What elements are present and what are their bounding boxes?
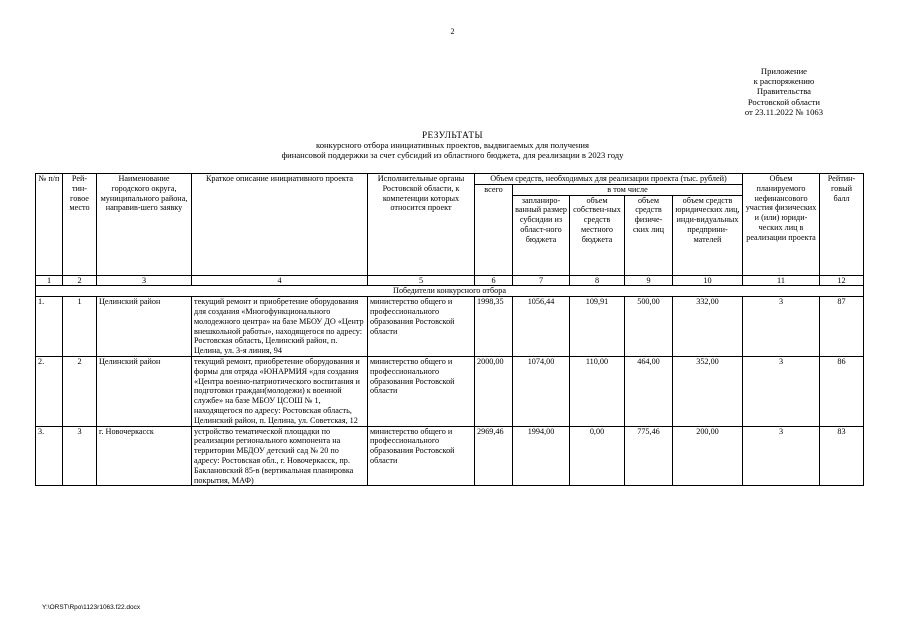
row-legal: 352,00 bbox=[673, 356, 743, 426]
row-place: 2 bbox=[63, 356, 97, 426]
row-executive: министерство общего и профессионального образования Ростовской области bbox=[368, 356, 475, 426]
row-executive: министерство общего и профессионального образования Ростовской области bbox=[368, 426, 475, 486]
row-local: 110,00 bbox=[570, 356, 625, 426]
header-executives: Исполнительные органы Ростовской области, к компетенции которых относится проект bbox=[368, 174, 475, 276]
page-number: 2 bbox=[450, 27, 455, 36]
row-regional: 1056,44 bbox=[513, 297, 570, 357]
row-regional: 1994,00 bbox=[513, 426, 570, 486]
column-number: 7 bbox=[513, 275, 570, 286]
header-regional: запланиро-ванный размер субсидии из област-ного бюджета bbox=[513, 195, 570, 275]
header-rating-place: Рей-тин-говое место bbox=[63, 174, 97, 276]
header-legal: объем средств юридических лиц, инди-видуальных предприни-мателей bbox=[673, 195, 743, 275]
column-number: 6 bbox=[475, 275, 513, 286]
column-number-row bbox=[36, 275, 864, 286]
header-funds-group: Объем средств, необходимых для реализации проекта (тыс. рублей) bbox=[475, 174, 743, 185]
header-total: всего bbox=[475, 184, 513, 275]
row-description: текущий ремонт, приобретение оборудования и формы для отряда «ЮНАРМИЯ «для создания «Центра военно-патриотического воспитания и подготовки граждан(молодежи) к военной службе» на базе МБОУ ЦСОШ № 1, находящегося по адресу: Ростовская область, Целинский район, п. Целина, ул. Советская, 12 bbox=[192, 356, 368, 426]
column-number: 12 bbox=[820, 275, 864, 286]
row-nonfinancial: 3 bbox=[743, 356, 820, 426]
header-row bbox=[36, 174, 864, 185]
row-district: г. Новочеркасск bbox=[97, 426, 192, 486]
title-heading: РЕЗУЛЬТАТЫ bbox=[421, 130, 484, 140]
appendix-line: от 23.11.2022 № 1063 bbox=[744, 106, 823, 117]
row-regional: 1074,00 bbox=[513, 356, 570, 426]
document-title bbox=[0, 130, 905, 160]
row-total: 2000,00 bbox=[475, 356, 513, 426]
column-number: 10 bbox=[673, 275, 743, 286]
row-description: текущий ремонт и приобретение оборудования для создания «Многофункционального молодежного центра» на базе МБОУ ДО «Центр внешкольной работы», находящегося по адресу: Ростовская область, Целинский район, п. Целина, ул. 3-я линия, 94 bbox=[192, 297, 368, 357]
row-legal: 200,00 bbox=[673, 426, 743, 486]
table-row bbox=[36, 297, 864, 357]
row-local: 0,00 bbox=[570, 426, 625, 486]
column-number: 4 bbox=[192, 275, 368, 286]
row-description: устройство тематической площадки по реализации регионального компонента на территории МБДОУ детский сад № 20 по адресу: Ростовская обл., г. Новочеркасск, пр. Баклановский 85-в (вертикальная планировка покрытия, МАФ) bbox=[192, 426, 368, 486]
header-local: объем собствен-ных средств местного бюджета bbox=[570, 195, 625, 275]
header-nonfinancial: Объем планируемого нефинансового участия физических и (или) юриди-ческих лиц в реализации проекта bbox=[743, 174, 820, 276]
row-executive: министерство общего и профессионального образования Ростовской области bbox=[368, 297, 475, 357]
row-num: 1. bbox=[36, 297, 63, 357]
title-subline: финансовой поддержки за счет субсидий из областного бюджета, для реализации в 2023 году bbox=[281, 150, 624, 160]
column-number: 1 bbox=[36, 275, 63, 286]
header-individuals: объем средств физиче-ских лиц bbox=[625, 195, 673, 275]
row-place: 1 bbox=[63, 297, 97, 357]
row-district: Целинский район bbox=[97, 356, 192, 426]
row-num: 2. bbox=[36, 356, 63, 426]
row-place: 3 bbox=[63, 426, 97, 486]
results-table bbox=[35, 173, 864, 486]
appendix-line: Приложение bbox=[760, 66, 807, 76]
row-score: 86 bbox=[820, 356, 864, 426]
table-row bbox=[36, 356, 864, 426]
row-num: 3. bbox=[36, 426, 63, 486]
appendix-line: Правительства bbox=[756, 86, 811, 97]
title-subline: конкурсного отбора инициативных проектов, выдвигаемых для получения bbox=[316, 140, 589, 150]
row-district: Целинский район bbox=[97, 297, 192, 357]
row-individuals: 500,00 bbox=[625, 297, 673, 357]
header-description: Краткое описание инициативного проекта bbox=[192, 174, 368, 276]
column-number: 11 bbox=[743, 275, 820, 286]
row-individuals: 464,00 bbox=[625, 356, 673, 426]
appendix-line: Ростовской области bbox=[747, 96, 821, 107]
column-number: 8 bbox=[570, 275, 625, 286]
column-number: 2 bbox=[63, 275, 97, 286]
row-legal: 332,00 bbox=[673, 297, 743, 357]
row-total: 2969,46 bbox=[475, 426, 513, 486]
header-district: Наименование городского округа, муниципального района, направив-шего заявку bbox=[97, 174, 192, 276]
row-individuals: 775,46 bbox=[625, 426, 673, 486]
row-local: 109,91 bbox=[570, 297, 625, 357]
row-score: 87 bbox=[820, 297, 864, 357]
header-num: № п/п bbox=[36, 174, 63, 276]
row-score: 83 bbox=[820, 426, 864, 486]
appendix-line: к распоряжению bbox=[753, 76, 815, 87]
header-including: в том числе bbox=[513, 184, 743, 195]
section-title: Победители конкурсного отбора bbox=[36, 286, 864, 297]
row-nonfinancial: 3 bbox=[743, 426, 820, 486]
row-nonfinancial: 3 bbox=[743, 297, 820, 357]
section-row bbox=[36, 286, 864, 297]
column-number: 3 bbox=[97, 275, 192, 286]
column-number: 9 bbox=[625, 275, 673, 286]
table-row bbox=[36, 426, 864, 486]
appendix-block bbox=[745, 66, 823, 117]
header-rating-score: Рейтин-говый балл bbox=[820, 174, 864, 276]
file-path-footer: Y:\ORST\Rpo\1123r1063.f22.docx bbox=[42, 604, 141, 611]
column-number: 5 bbox=[368, 275, 475, 286]
row-total: 1998,35 bbox=[475, 297, 513, 357]
